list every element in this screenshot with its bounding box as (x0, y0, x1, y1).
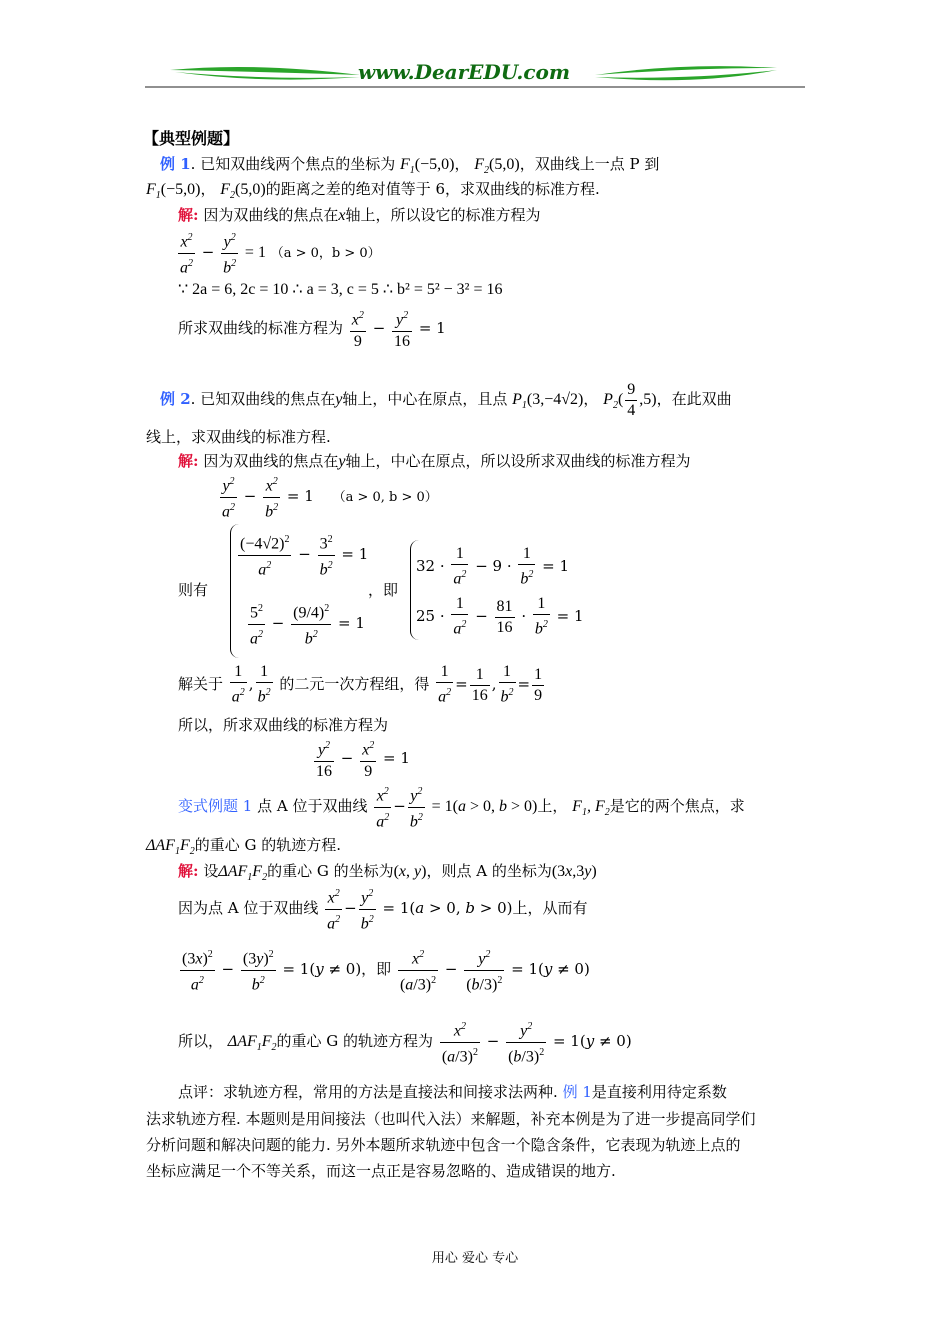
ex2-then: 则有 (178, 581, 209, 599)
ex2-system-eq1: $\frac{(-4√2)^2}{a^2}$ − $\frac{3^2}{b^2}$ = 1 (236, 526, 368, 582)
var1-substitution: $\frac{(3x)^2}{a^2}$ − $\frac{(3y)^2}{b^2}$ = 1(y ≠ 0)，即 $\frac{x^2}{(a/3)^2}$ − $\frac{y^2}{(b/3)^2}$ = 1(y ≠ 0) (178, 936, 590, 1002)
ex2-answer: $\frac{y^2}{16}$ − $\frac{x^2}{9}$ = 1 (312, 734, 410, 782)
ex1-eq-form: $\frac{x^2}{a^2}$ − $\frac{y^2}{b^2}$ = 1 （a > 0，b > 0） (176, 228, 381, 276)
comment-example-link[interactable]: 例 1 (562, 1083, 592, 1101)
ex2-solve: 解关于 $\frac{1}{a^2}$ , $\frac{1}{b^2}$ 的二元一次方程组，得 $\frac{1}{a^2}$ = $\frac{1}{16}$ , $\frac{1}{b^2}$ = $\frac{1}{9}$ (178, 663, 543, 706)
var1-line1: 变式例题 1 点 A 位于双曲线 $\frac{x^2}{a^2}$ − $\frac{y^2}{b^2}$ = 1(a > 0, b > 0)上， $F_1$, $F_2$是它的两个焦点，求 (178, 782, 745, 830)
comment-line1: 点评：求轨迹方程，常用的方法是直接法和间接求法两种. 例 1是直接利用待定系数 (178, 1083, 727, 1101)
ex2-system-eq3: 32 · $\frac{1}{a^2}$ − 9 · $\frac{1}{b^2}$ = 1 (416, 545, 570, 588)
ex1-solution-line: 解: 因为双曲线的焦点在x轴上，所以设它的标准方程为 (178, 206, 541, 224)
ex2-system-eq4: 25 · $\frac{1}{a^2}$ − $\frac{81}{16}$ · $\frac{1}{b^2}$ = 1 (416, 595, 584, 638)
ex1-line2: $F_1(-5,0)$， $F_2(5,0)$的距离之差的绝对值等于 6，求双曲线的标准方程. (146, 180, 600, 202)
comment-line2: 法求轨迹方程. 本题则是用间接法（也叫代入法）来解题，补充本例是为了进一步提高同学们 (146, 1110, 756, 1128)
section-title: 【典型例题】 (143, 129, 240, 148)
ex2-ie: ，即 (368, 581, 399, 599)
ex2-line2: 线上，求双曲线的标准方程. (146, 428, 331, 446)
ex2-so: 所以，所求双曲线的标准方程为 (178, 716, 389, 734)
ex1-answer: 所求双曲线的标准方程为 $\frac{x^2}{9}$ − $\frac{y^2}{16}$ = 1 (178, 304, 446, 352)
ex1-line1: 例 1. 已知双曲线两个焦点的坐标为 $F_1(-5,0)$， $F_2(5,0)$，双曲线上一点 P 到 (160, 155, 660, 177)
comment-line3: 分析问题和解决问题的能力. 另外本题所求轨迹中包含一个隐含条件，它表现为轨迹上点的 (146, 1136, 741, 1154)
ex1-f1: $F_1(-5,0)$ (400, 156, 455, 177)
ex2-eq-form: $\frac{y^2}{a^2}$ − $\frac{x^2}{b^2}$ = 1 （a > 0, b > 0） (218, 472, 438, 520)
ex2-system-eq2: $\frac{5^2}{a^2}$ − $\frac{(9/4)^2}{b^2}$ = 1 (246, 590, 365, 656)
ex1-sol-label: 解: (178, 206, 199, 224)
ex1-f2: $F_2(5,0)$ (474, 156, 520, 177)
var1-label: 变式例题 1 (178, 797, 253, 815)
ex2-label: 例 2 (160, 390, 191, 408)
site-logo-text: www.DearEDU.com (358, 60, 571, 84)
var1-line2: $\Delta AF_1F_2$的重心 G 的轨迹方程. (146, 836, 342, 858)
comment-line4: 坐标应满足一个不等关系，而这一点正是容易忽略的、造成错误的地方. (146, 1162, 616, 1180)
ex2-solution-line: 解: 因为双曲线的焦点在y轴上，中心在原点，所以设所求双曲线的标准方程为 (178, 452, 691, 470)
var1-because: 因为点 A 位于双曲线 $\frac{x^2}{a^2}$ − $\frac{y^2}{b^2}$ = 1(a > 0, b > 0)上，从而有 (178, 884, 588, 932)
var1-answer: 所以， $\Delta AF_1F_2$的重心 G 的轨迹方程为 $\frac{x^2}{(a/3)^2}$ − $\frac{y^2}{(b/3)^2}$ = 1(y ≠ 0) (178, 1008, 632, 1074)
ex1-label: 例 1 (160, 155, 191, 173)
var1-solution-line: 解: 设$\Delta AF_1F_2$的重心 G 的坐标为(x, y)，则点 A 的坐标为(3x,3y) (178, 862, 597, 884)
header-banner (145, 58, 805, 90)
ex1-because: ∵ 2a = 6, 2c = 10 ∴ a = 3, c = 5 ∴ b² = 5² − 3² = 16 (178, 281, 503, 298)
ex2-line1: 例 2. 已知双曲线的焦点在y轴上，中心在原点，且点 $P_1(3,-4√2)$， $P_2$( $\frac{9}{4}$ ,5)，在此双曲 (160, 380, 732, 419)
page-footer: 用心 爱心 专心 (431, 1251, 519, 1266)
